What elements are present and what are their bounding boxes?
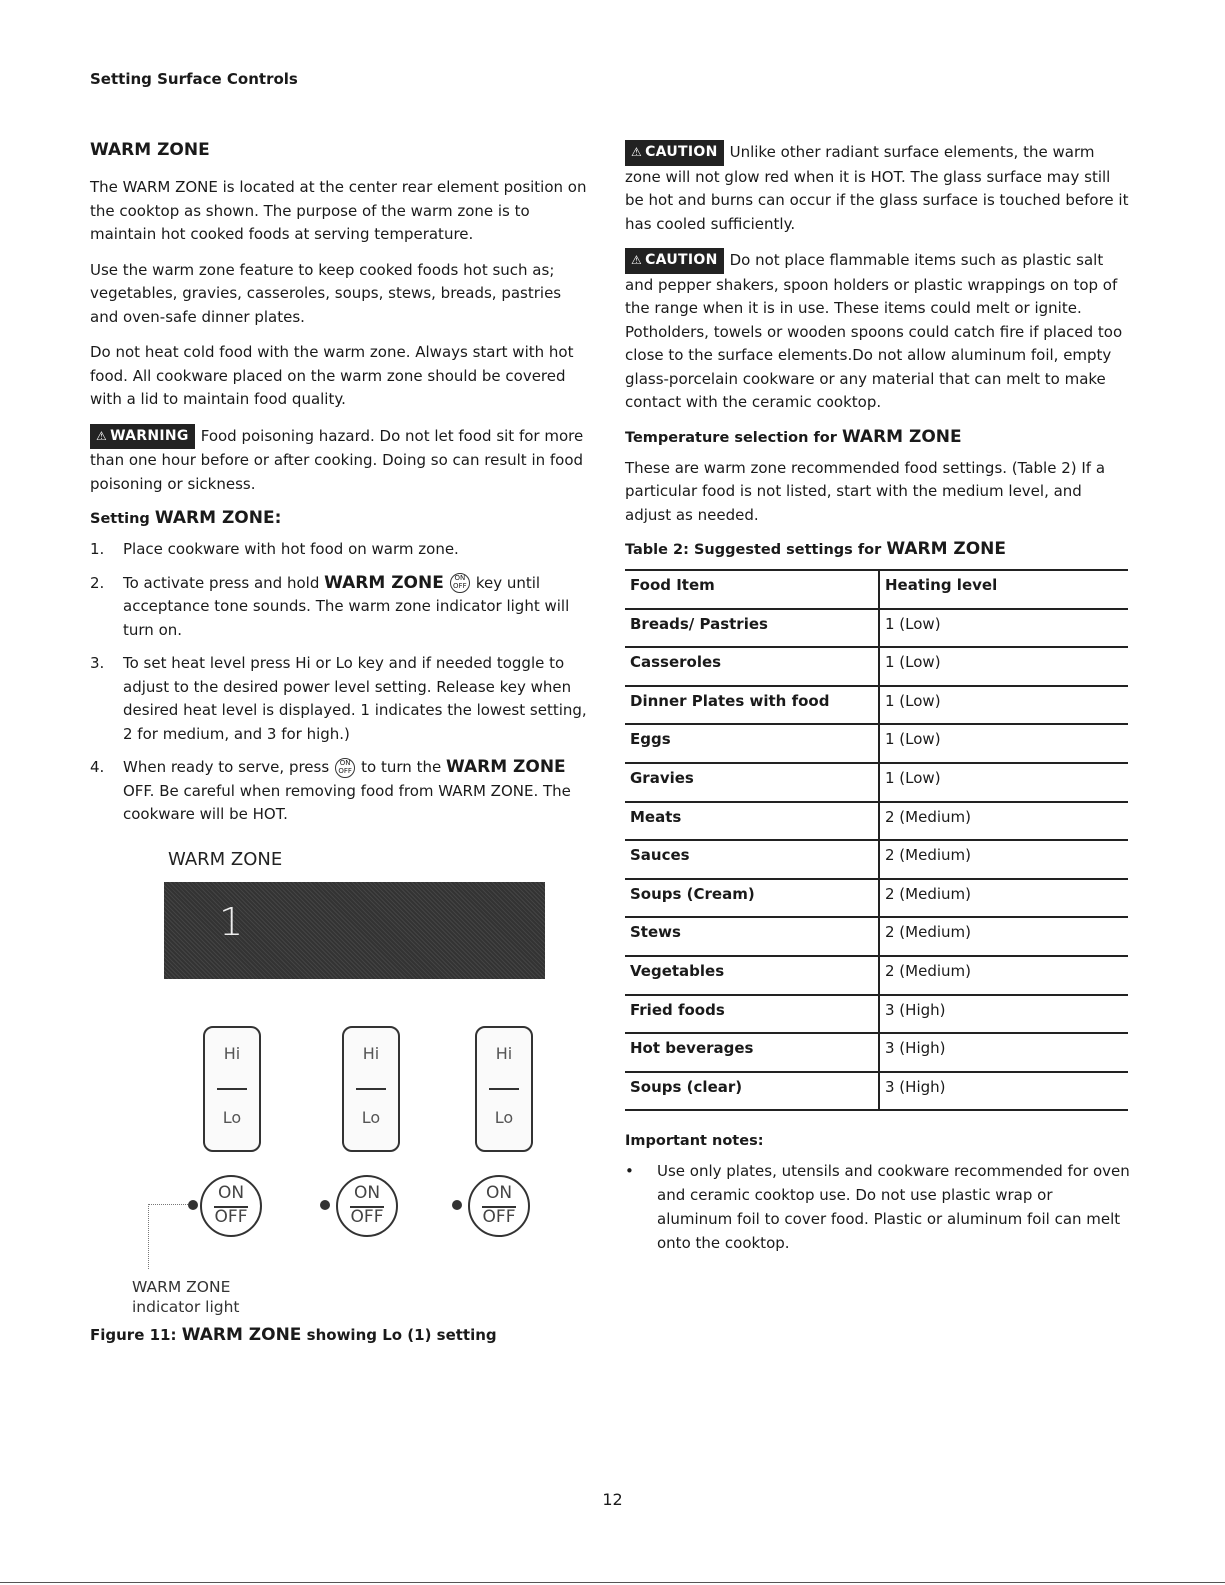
- table-row: [625, 879, 1128, 918]
- food-item-cell: Casseroles: [625, 647, 879, 686]
- food-item-cell: Stews: [625, 917, 879, 956]
- heating-level-cell: 1 (Low): [885, 653, 941, 672]
- hi-lo-key[interactable]: Hi Lo: [475, 1026, 533, 1152]
- figure-title: WARM ZONE: [168, 848, 283, 870]
- column-header: Heating level: [885, 576, 998, 594]
- table-title: Table 2: Suggested settings for WARM ZONE: [625, 539, 1007, 559]
- step-item: 3. To set heat level press Hi or Lo key and if needed toggle to adjust to the desired power level setting. Release key when desired heat level is displayed. 1 indicates the lowest setting, 2 for medium, and 3 for high.): [90, 654, 587, 743]
- heating-level-cell: 2 (Medium): [885, 884, 971, 903]
- warm-zone-indicator-light: [188, 1200, 198, 1210]
- display-value: 1: [219, 899, 244, 944]
- indicator-light: [452, 1200, 462, 1210]
- section-heading: WARM ZONE: [90, 140, 210, 160]
- food-item-cell: Fried foods: [625, 995, 879, 1034]
- table-row: [625, 995, 1128, 1034]
- paragraph: The WARM ZONE is located at the center rear element position on the cooktop as shown. The purpose of the warm zone is to maintain hot cooked foods at serving temperature.: [90, 178, 587, 243]
- table-row: [625, 1033, 1128, 1072]
- hi-lo-key[interactable]: Hi Lo: [203, 1026, 261, 1152]
- table-row: [625, 763, 1128, 802]
- on-off-key[interactable]: ON OFF: [336, 1175, 398, 1237]
- column-header: Food Item: [625, 570, 879, 609]
- heating-level-cell: 3 (High): [885, 1000, 946, 1019]
- heating-level-cell: 2 (Medium): [885, 846, 971, 865]
- heating-level-cell: 2 (Medium): [885, 807, 971, 826]
- leader-line: [148, 1204, 149, 1269]
- on-off-key[interactable]: ON OFF: [468, 1175, 530, 1237]
- step-item: 2. To activate press and hold WARM ZONE ON OFF key until acceptance tone sounds. The warm zone indicator light will turn on.: [90, 572, 570, 639]
- subheading: Setting WARM ZONE:: [90, 508, 282, 528]
- caution-triangle-icon: ⚠: [631, 145, 643, 159]
- food-item-cell: Meats: [625, 802, 879, 841]
- step-item: 4. When ready to serve, press ON OFF to turn the WARM ZONE OFF. Be careful when removing food from WARM ZONE. The cookware will be HOT.: [90, 757, 571, 823]
- table-row: [625, 686, 1128, 725]
- on-off-key[interactable]: ON OFF: [200, 1175, 262, 1237]
- warning-paragraph: [90, 424, 590, 497]
- food-item-cell: Sauces: [625, 840, 879, 879]
- caution-badge: ⚠ CAUTION: [625, 140, 724, 166]
- heating-level-cell: 3 (High): [885, 1077, 946, 1096]
- food-item-cell: Soups (Cream): [625, 879, 879, 918]
- table-row: [625, 609, 1128, 648]
- page-number: 12: [602, 1490, 623, 1509]
- heating-level-cell: 1 (Low): [885, 614, 941, 633]
- caution-paragraph: ⚠ CAUTION Unlike other radiant surface elements, the warm zone will not glow red when it is HOT. The glass surface may still be hot and burns can occur if the glass surface is touched before it has cooled sufficiently.: [625, 140, 1130, 236]
- warning-triangle-icon: ⚠: [96, 428, 108, 443]
- table-header-row: [625, 570, 1128, 609]
- figure-caption: Figure 11: WARM ZONE showing Lo (1) setting: [90, 1324, 497, 1345]
- warning-text: Food poisoning hazard. Do not let food sit for more than one hour before or after cooking. Doing so can result in food poisoning or sickness.: [90, 426, 584, 493]
- bottom-rule: [0, 1582, 1225, 1583]
- hi-lo-key[interactable]: Hi Lo: [342, 1026, 400, 1152]
- indicator-light: [320, 1200, 330, 1210]
- heating-level-cell: 2 (Medium): [885, 923, 971, 942]
- on-off-icon: ON OFF: [450, 573, 470, 593]
- indicator-label: WARM ZONE indicator light: [132, 1277, 240, 1316]
- left-column: [90, 140, 590, 1345]
- warm-zone-figure: [90, 849, 590, 1319]
- caution-badge: ⚠ CAUTION: [625, 248, 724, 274]
- table-row: [625, 724, 1128, 763]
- table-row: [625, 917, 1128, 956]
- table-row: [625, 840, 1128, 879]
- table-row: [625, 802, 1128, 841]
- warning-badge: ⚠ WARNING: [90, 424, 195, 450]
- paragraph: These are warm zone recommended food settings. (Table 2) If a particular food is not listed, start with the medium level, and adjust as needed.: [625, 458, 1106, 524]
- heating-level-cell: 3 (High): [885, 1039, 946, 1058]
- table-row: [625, 1072, 1128, 1111]
- food-item-cell: Gravies: [625, 763, 879, 802]
- table-row: [625, 956, 1128, 995]
- settings-table: [625, 569, 1128, 1111]
- food-item-cell: Dinner Plates with food: [625, 686, 879, 725]
- food-item-cell: Hot beverages: [625, 1033, 879, 1072]
- page-header: Setting Surface Controls: [90, 70, 298, 88]
- food-item-cell: Breads/ Pastries: [625, 609, 879, 648]
- heating-level-cell: 1 (Low): [885, 768, 941, 787]
- warm-zone-display: [164, 882, 545, 979]
- caution-triangle-icon: ⚠: [631, 253, 643, 267]
- notes-heading: Important notes:: [625, 1133, 764, 1150]
- food-item-cell: Vegetables: [625, 956, 879, 995]
- paragraph: Do not heat cold food with the warm zone. Always start with hot food. All cookware placed on the warm zone should be covered with a lid to maintain food quality.: [90, 343, 574, 408]
- heating-level-cell: 1 (Low): [885, 730, 941, 749]
- heating-level-cell: 2 (Medium): [885, 961, 971, 980]
- steps-list: [90, 538, 590, 827]
- list-item: • Use only plates, utensils and cookware recommended for oven and ceramic cooktop use. Do not use plastic wrap or aluminum foil to cover food. Plastic or aluminum foil can melt onto the cooktop.: [625, 1162, 1130, 1253]
- leader-line: [148, 1204, 190, 1205]
- subheading: Temperature selection for WARM ZONE: [625, 426, 962, 447]
- paragraph: Use the warm zone feature to keep cooked foods hot such as; vegetables, gravies, casseroles, soups, stews, breads, pastries and oven-safe dinner plates.: [90, 260, 562, 326]
- food-item-cell: Soups (clear): [625, 1072, 879, 1111]
- on-off-icon: ON OFF: [335, 758, 355, 778]
- food-item-cell: Eggs: [625, 724, 879, 763]
- heating-level-cell: 1 (Low): [885, 691, 941, 710]
- step-item: 1. Place cookware with hot food on warm zone.: [90, 540, 459, 558]
- right-column: [625, 140, 1130, 1255]
- caution-paragraph: ⚠ CAUTION Do not place flammable items such as plastic salt and pepper shakers, spoon holders or plastic wrappings on top of the range when it is in use. These items could melt or ignite. Potholders, towels or wooden spoons could catch fire if placed too close to the surface elements.Do not allow aluminum foil, empty glass-porcelain cookware or any material that can melt to make contact with the ceramic cooktop.: [625, 248, 1130, 415]
- table-row: [625, 647, 1128, 686]
